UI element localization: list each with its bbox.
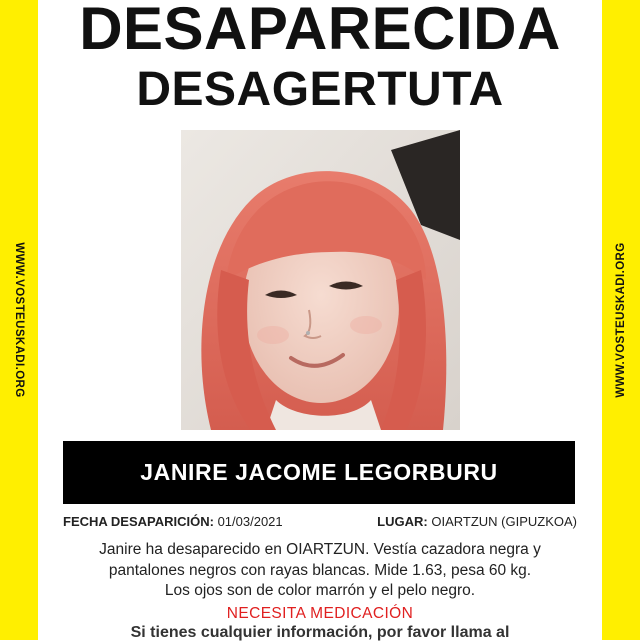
missing-person-photo: [181, 130, 460, 430]
title-spanish: DESAPARECIDA: [79, 0, 561, 62]
place-label: LUGAR:: [377, 514, 428, 529]
description-line-1: Janire ha desaparecido en OIARTZUN. Vestía cazadora negra y: [99, 541, 541, 558]
left-yellow-border: [0, 0, 38, 640]
place-value: OIARTZUN (GIPUZKOA): [431, 514, 577, 529]
call-instructions: Si tienes cualquier información, por favor llama al: [130, 624, 510, 641]
website-url-left: WWW.VOSTEUSKADI.ORG: [13, 242, 25, 398]
disappearance-place: [377, 514, 577, 529]
right-yellow-border: [602, 0, 640, 640]
description-line-2: pantalones negros con rayas blancas. Mide 1.63, pesa 60 kg.: [108, 561, 532, 579]
website-url-right: WWW.VOSTEUSKADI.ORG: [615, 242, 627, 398]
medication-alert: NECESITA MEDICACIÓN: [226, 605, 414, 622]
info-row: [63, 514, 577, 534]
name-banner: [63, 441, 575, 504]
date-value: 01/03/2021: [217, 514, 283, 529]
date-label: FECHA DESAPARICIÓN:: [63, 514, 214, 529]
title-basque: DESAGERTUTA: [136, 63, 504, 116]
description-line-3: Los ojos son de color marrón y el pelo negro.: [164, 582, 476, 599]
person-name: JANIRE JACOME LEGORBURU: [140, 459, 498, 485]
disappearance-date: [63, 514, 283, 529]
description: [45, 540, 595, 602]
